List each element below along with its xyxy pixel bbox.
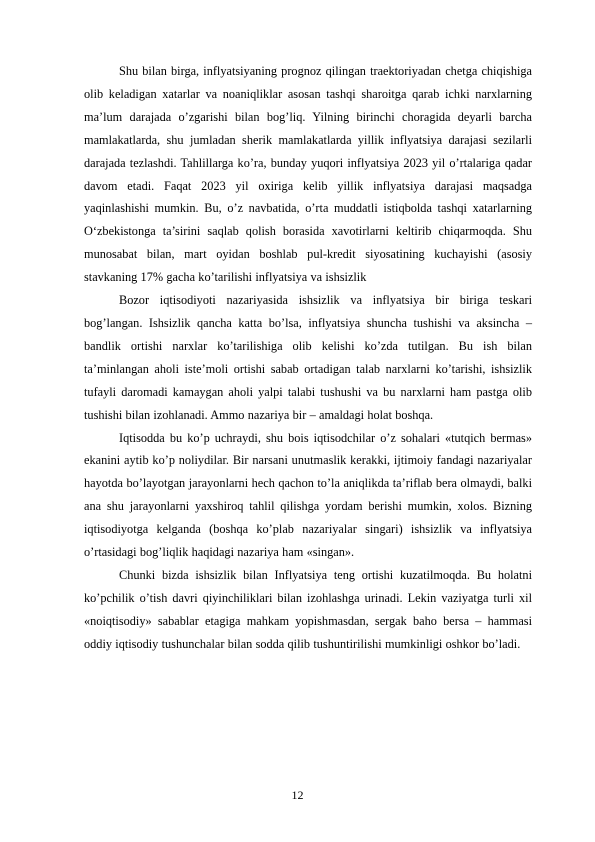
- page-number: 12: [291, 788, 304, 802]
- paragraph-inflation-forecast-risks: Shu bilan birga, inflyatsiyaning prognoz qilingan traektoriyadan chetga chiqishiga olib keladigan xatarlar va noaniqliklar asosan tashqi sharoitga qarab ichki narxlarning ma’lum darajada o’zgarishi bilan bog’liq. Yilning birinchi choragida deyarli barcha mamlakatlarda, shu jumladan sherik mamlakatlarda yillik inflyatsiya darajasi sezilarli darajada tezlashdi. Tahlillarga ko’ra, bunday yuqori inflyatsiya 2023 yil o’rtalariga qadar davom etadi. Faqat 2023 yil oxiriga kelib yillik inflyatsiya darajasi maqsadga yaqinlashishi mumkin. Bu, o’z navbatida, o’rta muddatli istiqbolda tashqi xatarlarning O‘zbekistonga ta’sirini saqlab qolish borasida xavotirlarni keltirib chiqarmoqda. Shu munosabat bilan, mart oyidan boshlab pul-kredit siyosatining kuchayishi (asosiy stavkaning 17% gacha ko’tarilishi inflyatsiya va ishsizlik: [84, 64, 532, 285]
- paragraph-unemployment-inflation-theory: Bozor iqtisodiyoti nazariyasida ishsizlik va inflyatsiya bir biriga teskari bog’langan. Ishsizlik qancha katta bo’lsa, inflyatsiya shuncha tushishi va aksincha – bandlik ortishi narxlar ko’tarilishiga olib kelishi ko’zda tutilgan. Bu ish bilan ta’minlangan aholi iste’moli ortishi sabab ortadigan talab narxlarni ko’tarishi, ishsizlik tufayli daromadi kamaygan aholi yalpi talabi tushushi va bu narxlarni ham pastga olib tushishi bilan izohlanadi. Ammo nazariya bir – amaldagi holat boshqa.: [84, 293, 532, 422]
- document-body: [84, 60, 532, 656]
- paragraph-current-situation: Chunki bizda ishsizlik bilan Inflyatsiya teng ortishi kuzatilmoqda. Bu holatni ko’pchilik o’tish davri qiyinchiliklari bilan izohlashga urinadi. Lekin vaziyatga turli xil «noiqtisodiy» sabablar etagiga mahkam yopishmasdan, sergak baho bersa – hammasi oddiy iqtisodiy tushunchalar bilan sodda qilib tushuntirilishi mumkinligi oshkor bo’ladi.: [84, 567, 532, 651]
- paragraph-economic-theories: Iqtisodda bu ko’p uchraydi, shu bois iqtisodchilar o’z sohalari «tutqich bermas» ekanini aytib ko’p noliydilar. Bir narsani unutmaslik kerakki, ijtimoiy fandagi nazariyalar hayotda bo’layotgan jarayonlarni hech qachon to’la aniqlikda ta’riflab bera olmaydi, balki ana shu jarayonlarni yaxshiroq tahlil qilishga yordam berishi mumkin, xolos. Bizning iqtisodiyotga kelganda (boshqa ko’plab nazariyalar singari) ishsizlik va inflyatsiya o’rtasidagi bog’liqlik haqidagi nazariya ham «singan».: [84, 430, 532, 560]
